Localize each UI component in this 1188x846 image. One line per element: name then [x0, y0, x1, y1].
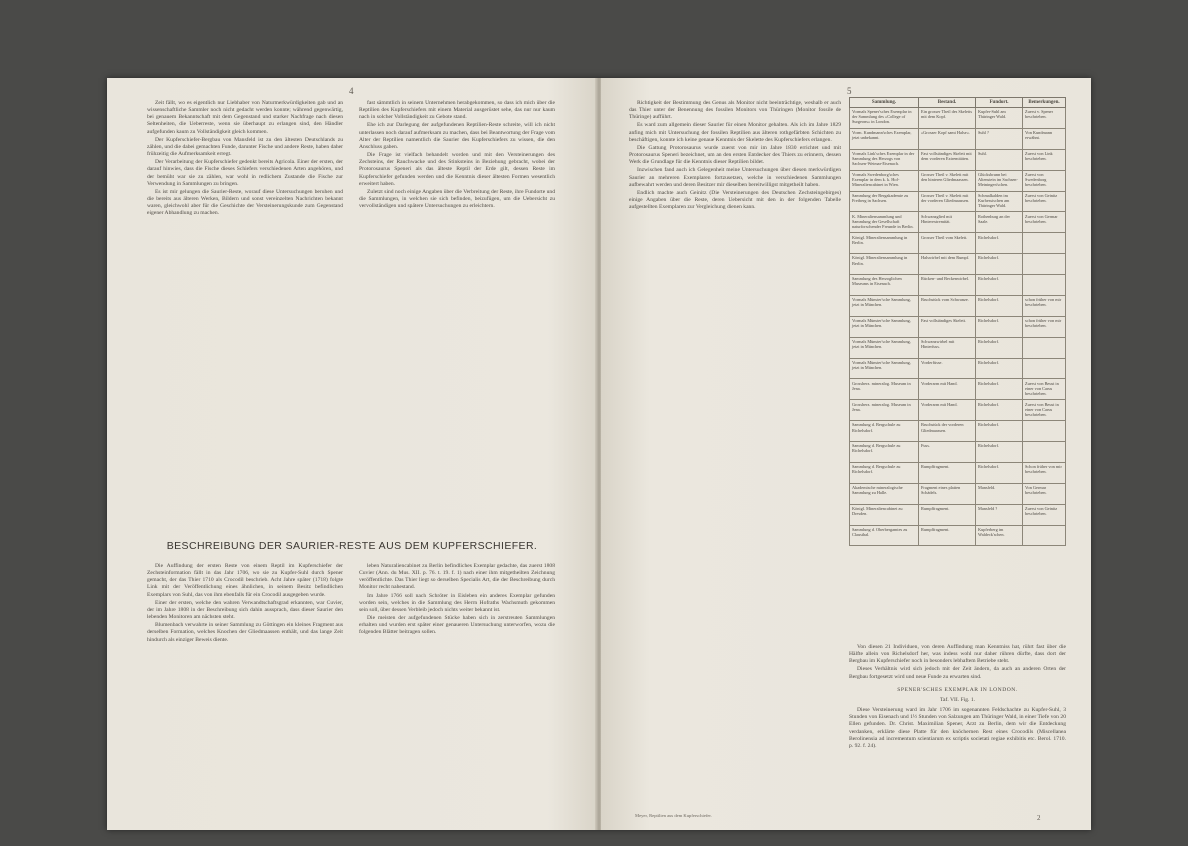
table-row — [850, 400, 1066, 421]
table-row — [850, 233, 1066, 254]
table-cell — [1023, 233, 1066, 254]
table-cell: Vormals Link'sches Exemplar in der Sammlung des Herzogs von Sachsen-Weimar-Eisenach. — [850, 149, 919, 170]
table-row — [850, 128, 1066, 149]
table-cell: Grossherz. mineralog. Museum in Jena. — [850, 379, 919, 400]
paragraph: Die Frage ist vielfach behandelt worden und mit den Versteinerungen des Zechsteins, der Rauchwacke und des Stinksteins in Beziehung gebracht, wobei der Protorosaurus Speneri als das älteste Reptil der Erde gilt, dessen Reste im Kupferschiefer gefunden werden und die Kenntnis dieser ältesten Formen wesentlich erweitert haben. — [359, 152, 555, 187]
table-cell — [1023, 275, 1066, 296]
table-cell: Vormals Swedenborg'sches Exemplar in dem k. k. Hof-Mineraliencabinet in Wien. — [850, 170, 919, 191]
paragraph: Zeit fällt, wo es eigentlich nur Liebhaber von Naturmerkwürdigkeiten gab und an wissenschaftliche Sammler noch nicht gedacht werden konnte; während gegenwärtig, bei genauem Bekanntschaft mit dem Gegenstand und starker Nachfrage nach diesen Seltenheiten, die Ueberreste, wenn sie überhaupt zu erlangen sind, den Händler aufgefunden kaum zu Vollständigkeit gleich kommen. — [147, 100, 343, 135]
table-cell: Richelsdorf. — [976, 379, 1023, 400]
table-cell: Zuerst v. Spener beschrieben. — [1023, 108, 1066, 129]
table-cell: Richelsdorf. — [976, 233, 1023, 254]
paragraph: Der Kupferschiefer-Bergbau von Mansfeld ist zu den ältesten Deutschlands zu zählen, und die dabei gemachten Funde, darunter Fische und andere Reste, haben daher frühzeitig die Aufmerksamkeit erregt. — [147, 136, 343, 158]
table-row — [850, 442, 1066, 463]
table-cell: Fast vollständiges Skelett. — [919, 316, 976, 337]
table-cell: Rücken- und Beckenwirbel. — [919, 275, 976, 296]
paragraph: leben Naturaliencabinet zu Berlin befindliches Exemplar gedachte, das zuerst 1808 Cuvier (Ann. du Mus. XII. p. 76. t. 19. f. 1) nach einer ihm mitgetheilten Zeichnung veröffentlichte. Das Thier liegt so derselben Specialis Art, die der Beschreibung durch Monitor recht nahestand. — [359, 563, 555, 591]
table-cell: Fuss. — [919, 442, 976, 463]
table-cell: Schmalkalden im Kurhessischen am Thüringer Wald. — [976, 191, 1023, 212]
table-cell: Vormals Münster'sche Sammlung, jetzt in München. — [850, 337, 919, 358]
table-cell — [1023, 442, 1066, 463]
table-cell: Vorderfüsse. — [919, 358, 976, 379]
paragraph: Die meisten der aufgefundenen Stücke haben sich in zerstreuten Sammlungen erhalten und wurden erst später einer genaueren Untersuchung unterworfen, wozu die folgenden Blätter beitragen sollen. — [359, 615, 555, 636]
table-cell: Richelsdorf. — [976, 442, 1023, 463]
right-text-column — [629, 100, 841, 818]
footnote: Meyer, Reptilien aus dem Kupferschiefer. — [635, 813, 712, 818]
table-row — [850, 504, 1066, 525]
paragraph: fast sämmtlich in seinem Unternehmen herabgekommen, so dass ich mich über die Reptilien des Kupferschiefers mit einem Material ausgerüstet sehe, das nur nur kaum nach in solcher Vollständigkeit zu Gebote stand. — [359, 100, 555, 121]
subsection-title: SPENER'SCHES EXEMPLAR IN LONDON. — [897, 686, 1018, 693]
table-cell: Zuerst von Link beschrieben. — [1023, 149, 1066, 170]
table-cell: schon früher von mir beschrieben. — [1023, 295, 1066, 316]
book-spread — [107, 78, 1091, 830]
table-row — [850, 379, 1066, 400]
paragraph: Die Auffindung der ersten Reste von einem Reptil im Kupferschiefer der Zechsteinformation fällt in das Jahr 1706, wo sie zu Kupfer-Suhl durch Spener gemacht, der das Thier 1710 als Crocodil beschrieb. Acht Jahre später (1718) folgte Link mit der Veröffentlichung eines ähnlichen, in seinem Besitz befindlichen Exemplars von Suhl, das von ihm ebenfalls für ein Crocodil ausgegeben wurde. — [147, 563, 343, 598]
table-cell: Zuerst von Swedenborg beschrieben. — [1023, 170, 1066, 191]
table-cell: Fragment eines platten Schädels. — [919, 483, 976, 504]
table-cell: Halswirbel mit dem Rumpf. — [919, 254, 976, 275]
table-cell: Kupferberg im Waldeck'schen. — [976, 525, 1023, 546]
table-row — [850, 525, 1066, 546]
paragraph: Zuletzt sind noch einige Angaben über die Verbreitung der Reste, ihre Fundorte und die Sammlungen, in welchen sie sich befinden, beizufügen, um die Uebersicht zu vervollständigen und spätere Untersuchungen zu erleichtern. — [359, 188, 555, 210]
table-cell: Von Germar beschrieben. — [1023, 483, 1066, 504]
paragraph: Es ist mir gelungen die Saurier-Reste, worauf diese Untersuchungen beruhen und die bereits aus älteren Werken, Bildern und sonst vereinzelten Nachrichten bekannt waren, gleichwohl aber für die Geschichte der Versteinerungskunde zum Gegenstand eigener Abhandlung zu machen. — [147, 188, 343, 217]
page-number: 4 — [349, 86, 354, 96]
table-cell: Grossherz. mineralog. Museum in Jena. — [850, 400, 919, 421]
table-cell: Grosser Theil v. Skelett mit der vorderen Gliedmaassen. — [919, 191, 976, 212]
table-row — [850, 421, 1066, 442]
table-cell: Vorm. Kundmann'sches Exemplar, jetzt unbekannt. — [850, 128, 919, 149]
table-header: Sammlung. — [850, 98, 919, 108]
table-cell: Richelsdorf. — [976, 275, 1023, 296]
table-cell: Rumpffragment. — [919, 462, 976, 483]
table-cell: Rumpffragment. — [919, 504, 976, 525]
table-header: Fundort. — [976, 98, 1023, 108]
table-cell: schon früher von mir beschrieben. — [1023, 316, 1066, 337]
table-cell: Glücksbrunn bei Altenstein im Sachsen-Meiningen'schen. — [976, 170, 1023, 191]
section-heading: BESCHREIBUNG DER SAURIER-RESTE AUS DEM KUPFERSCHIEFER. — [166, 540, 538, 552]
specimen-table — [849, 97, 1066, 546]
table-cell: Königl. Mineraliencabinet zu Dresden. — [850, 504, 919, 525]
table-cell: Rothenburg an der Saale. — [976, 212, 1023, 233]
left-top-column-1 — [147, 100, 343, 532]
table-cell — [1023, 254, 1066, 275]
table-cell — [1023, 337, 1066, 358]
table-cell: Zuerst von Beust in einer von Carus beschrieben. — [1023, 379, 1066, 400]
table-cell: Vormals Spener'sches Exemplar in der Sammlung des »College of Surgeons« in London. — [850, 108, 919, 129]
paragraph: Endlich machte auch Geinitz (Die Versteinerungen des Deutschen Zechsteingebirges) einige Angaben über die Reste, deren Uebersicht mit den in der folgenden Tabelle aufgestellten Exemplaren zur Vergleichung dienen kann. — [629, 189, 841, 211]
table-row — [850, 108, 1066, 129]
left-bottom-column-2 — [359, 563, 555, 818]
table-cell: Zuerst von Geinitz beschrieben. — [1023, 504, 1066, 525]
table-cell: Grosser Theil vom Skelett. — [919, 233, 976, 254]
table-cell: Bruchstück vom Schwanze. — [919, 295, 976, 316]
table-cell: Sammlung d. Bergschule zu Richelsdorf. — [850, 421, 919, 442]
paragraph: Der Verarbeitung der Kupferschiefer gedenkt bereits Agricola. Einer der ersten, der darauf hinwies, dass die Fische dieses Schiefers verschiedenen Arten angehören, und der bemüht war sie zu zählen, war wohl in redlichem Zustande die Fische zur Verwendung in Sammlungen zu bringen. — [147, 159, 343, 187]
right-page — [601, 78, 1091, 830]
table-row — [850, 483, 1066, 504]
table-row — [850, 254, 1066, 275]
table-cell: Grosser Theil v. Skelett mit den hinteren Gliedmaassen. — [919, 170, 976, 191]
paragraph: Richtigkeit der Bestimmung des Genus als Monitor nicht beeinträchtige, weshalb er auch das Thier unter der Benennung des fossilen Monitors von Thüringen (Monitor fossile de Thüringe) aufführt. — [629, 100, 841, 121]
table-cell: Mansfeld. — [976, 483, 1023, 504]
table-cell: Richelsdorf. — [976, 337, 1023, 358]
table-cell: Vormals Münster'sche Sammlung, jetzt in München. — [850, 316, 919, 337]
page-number: 5 — [847, 86, 852, 96]
table-cell — [1023, 421, 1066, 442]
paragraph: Es ward zum allgemein dieser Saurier für einen Monitor gehalten. Als ich im Jahre 1829 anfing mich mit Untersuchung der fossilen Reptilien aus älteren rothgefärbten Schichten zu beschäftigen, konnte ich keine genaue Kenntnis der Skelette des Kupferschiefers erlangen. — [629, 122, 841, 143]
table-cell: Zuerst von Beust in einer von Carus beschrieben. — [1023, 400, 1066, 421]
right-lower-column — [849, 644, 1066, 814]
table-cell: Ein grosser Theil des Skeletts mit dem Kopf. — [919, 108, 976, 129]
sheet-mark: 2 — [1037, 814, 1041, 822]
table-cell: Schon früher von mir beschrieben. — [1023, 462, 1066, 483]
table-cell: Sammlung d. Oberbergamtes zu Clausthal. — [850, 525, 919, 546]
table-row — [850, 212, 1066, 233]
table-header: Bemerkungen. — [1023, 98, 1066, 108]
table-cell: Richelsdorf. — [976, 400, 1023, 421]
table-row — [850, 358, 1066, 379]
table-cell: Kupfer-Suhl am Thüringer Wald. — [976, 108, 1023, 129]
paragraph: Einer der ersten, welche den wahren Verwandtschaftsgrad erkannten, war Cuvier, der im Jahre 1808 in der Beschreibung sich dahin aussprach, dass dieser Saurier den lebenden Monitoren am nächsten steht. — [147, 599, 343, 621]
table-cell: Vorderarm mit Hand. — [919, 400, 976, 421]
table-cell: Sammlung des Herzoglichen Museums in Eisenach. — [850, 275, 919, 296]
table-cell: Richelsdorf. — [976, 254, 1023, 275]
paragraph: Blumenbach verwahrte in seiner Sammlung zu Göttingen ein kleines Fragment aus derselben Formation, welches Knochen der Gliedmaassen enthält, und das lange Zeit hindurch als einziger Beweis diente. — [147, 622, 343, 643]
table-cell: Richelsdorf. — [976, 295, 1023, 316]
table-cell: Zuerst von Geinitz beschrieben. — [1023, 191, 1066, 212]
table-cell: Zuerst von Germar beschrieben. — [1023, 212, 1066, 233]
table-cell: »Groszer Kopf samt Halse«. — [919, 128, 976, 149]
table-cell: Königl. Mineraliensammlung in Berlin. — [850, 254, 919, 275]
table-cell: Vormals Münster'sche Sammlung, jetzt in München. — [850, 295, 919, 316]
paragraph: Inzwischen fand auch ich Gelegenheit meine Untersuchungen über diesen merkwürdigen Saurier an mehreren Exemplaren fortzusetzen, welche in verschiedenen Sammlungen aufbewahrt werden und deren Besitzer mir dieselben bereitwilligst mitgetheilt haben. — [629, 167, 841, 188]
table-row — [850, 462, 1066, 483]
table-cell: Sammlung d. Bergschule zu Richelsdorf. — [850, 442, 919, 463]
paragraph: Die Gattung Protorosaurus wurde zuerst von mir im Jahre 1830 errichtet und mit Protorosaurus Speneri bezeichnet, um an den ersten Entdecker des Thiers zu erinnern, dessen Werk die Grundlage für die Kenntnis dieser Reptilien bildet. — [629, 144, 841, 166]
table-cell: Rumpffragment. — [919, 525, 976, 546]
table-cell — [1023, 358, 1066, 379]
left-bottom-column-1 — [147, 563, 343, 818]
table-cell: Mansfeld ? — [976, 504, 1023, 525]
table-cell: Akademische mineralogische Sammlung zu Halle. — [850, 483, 919, 504]
table-cell: K. Mineraliensammlung und Sammlung der Gesellschaft naturforschender Freunde in Berlin. — [850, 212, 919, 233]
table-cell: Von Kundmann erwähnt. — [1023, 128, 1066, 149]
table-cell: Vorderarm mit Hand. — [919, 379, 976, 400]
table-row — [850, 316, 1066, 337]
table-cell: Königl. Mineraliensammlung in Berlin. — [850, 233, 919, 254]
table-row — [850, 275, 1066, 296]
table-cell: Schwanzwirbel mit Hinterfuss. — [919, 337, 976, 358]
table-row — [850, 337, 1066, 358]
table-header: Bestand. — [919, 98, 976, 108]
paragraph: Diese Versteinerung ward im Jahr 1706 im sogenannten Feldschachte zu Kupfer-Suhl, 3 Stunden von Eisenach und 1½ Stunden von Salzungen am Thüringer Wald, in einer Tiefe von 20 Ellen gefunden. Dr. Christ. Maximilian Spener, Arzt zu Berlin, dem wir die Entdeckung verdanken, erklärte diese Platte für den knöchernen Rest eines Crocodils (Miscellanea Berolinensia ad incrementum scientiarum ex scriptis societati regiae exhibitis etc. Berol. 1710. p. 92. f. 24). — [849, 707, 1066, 749]
paragraph: Im Jahre 1766 soll nach Schröter in Eisleben ein anderes Exemplar gefunden worden sein, welches in die Sammlung des Herrn Hofraths Wachsmuth gekommen sein soll, über dessen Verbleib jedoch nichts weiter bekannt ist. — [359, 592, 555, 613]
table-cell: Vormals Münster'sche Sammlung, jetzt in München. — [850, 358, 919, 379]
table-cell: Sammlung der Bergakademie zu Freiberg in Sachsen. — [850, 191, 919, 212]
table-cell — [1023, 525, 1066, 546]
table-cell: Richelsdorf. — [976, 358, 1023, 379]
table-row — [850, 149, 1066, 170]
table-cell: Suhl ? — [976, 128, 1023, 149]
table-cell: Sammlung d. Bergschule zu Richelsdorf. — [850, 462, 919, 483]
paragraph: Ehe ich zur Darlegung der aufgefundenen Reptilien-Reste schreite, will ich nicht unterlassen noch darauf aufmerksam zu machen, dass bei Beantwortung der Frage vom Alter der Reptilien namentlich die Saurier des Kupferschiefers zu wissen, die den Anschluss gaben. — [359, 122, 555, 150]
left-top-column-2 — [359, 100, 555, 532]
paragraph: Von diesen 21 Individuen, von deren Auffindung man Kenntniss hat, rührt fast über die Hälfte allein von Richelsdorf her, was indess wohl nur daher rühren dürfte, dass dort der Bergbau im Kupferschiefer noch in besonders lebhaftem Betriebe steht. — [849, 644, 1066, 665]
table-cell: Richelsdorf. — [976, 316, 1023, 337]
table-row — [850, 295, 1066, 316]
left-page — [107, 78, 597, 830]
table-row — [850, 170, 1066, 191]
paragraph: Dieses Verhältnis wird sich jedoch mit der Zeit ändern, da auch an anderen Orten der Bergbau fortgesetzt wird und neue Funde zu erwarten sind. — [849, 666, 1066, 680]
table-cell: Bruchstück der vorderen Gliedmaassen. — [919, 421, 976, 442]
table-cell: Fast vollständiges Skelett mit dem vorderen Extremitäten. — [919, 149, 976, 170]
table-cell: Richelsdorf. — [976, 462, 1023, 483]
table-cell: Schwanzglied mit Hinterextremität. — [919, 212, 976, 233]
subsection-ref: Taf. VII. Fig. 1. — [939, 696, 976, 703]
table-cell: Suhl. — [976, 149, 1023, 170]
table-cell: Richelsdorf. — [976, 421, 1023, 442]
table-row — [850, 191, 1066, 212]
